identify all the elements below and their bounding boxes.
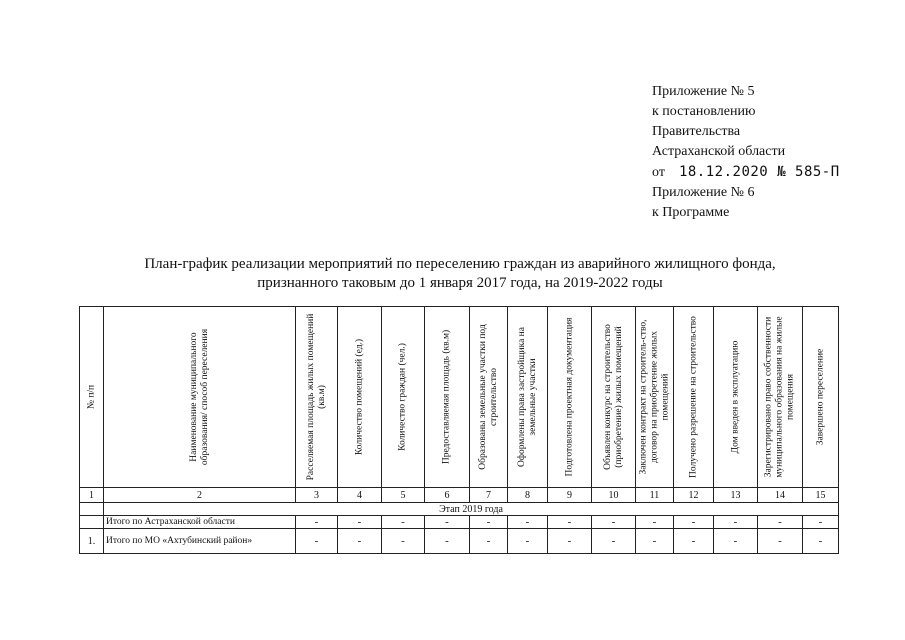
title-line: План-график реализации мероприятий по переселению граждан из аварийного жилищного фонда, [144,256,776,272]
title-line: признанного таковым до 1 января 2017 года, на 2019-2022 годы [257,275,663,291]
column-number: 9 [548,488,592,503]
header-cell [548,307,592,488]
document-title [100,255,820,293]
header-label: Предоставляемая площадь (кв.м) [441,329,452,465]
row-value: - [425,529,470,554]
header-cell [80,307,104,488]
header-label: Количество помещений (ед.) [354,338,364,456]
row-value: - [592,529,636,554]
column-number: 7 [470,488,508,503]
row-value: - [548,516,592,529]
column-number-row [80,488,839,503]
row-value: - [382,516,425,529]
row-value: - [296,516,338,529]
row-value: - [758,529,803,554]
appendix-line: Астраханской области [652,144,786,159]
header-label: Оформлены права застройщика на земельные участки [516,327,538,467]
table-row [80,516,839,529]
schedule-table [79,306,839,554]
appendix-line: Правительства [652,124,741,139]
row-value: - [592,516,636,529]
row-value: - [338,529,382,554]
header-label: Объявлен конкурс на строительство (приобретение) жилых помещений [602,324,624,470]
header-cell [636,307,674,488]
appendix-block [652,82,840,183]
date-stamp: 18.12.2020 № 585-П [678,164,840,180]
column-number: 4 [338,488,382,503]
header-row [80,307,839,488]
header-cell [592,307,636,488]
row-value: - [803,516,839,529]
header-label: Дом введен в эксплуатацию [730,340,740,454]
row-value: - [758,516,803,529]
column-number: 2 [104,488,296,503]
appendix-line: к постановлению [652,104,756,119]
header-label: Заключен контракт на строитель-ство, договор на приобретение жилых помещений [638,319,670,475]
row-value: - [425,516,470,529]
appendix2-line: к Программе [652,205,730,220]
appendix2-line: Приложение № 6 [652,185,755,200]
header-cell [470,307,508,488]
header-cell [803,307,839,488]
column-number: 12 [674,488,714,503]
appendix-line: Приложение № 5 [652,84,755,99]
header-label: Подготовлена проектная документация [564,317,574,477]
row-value: - [508,516,548,529]
appendix2-block [652,183,755,223]
row-value: - [548,529,592,554]
table-row [80,529,839,554]
row-value: - [674,516,714,529]
header-label: Получено разрешение на строительство [688,316,698,478]
row-value: - [470,529,508,554]
row-value: - [338,516,382,529]
row-value: - [636,516,674,529]
row-value: - [714,529,758,554]
column-number: 6 [425,488,470,503]
header-cell [674,307,714,488]
header-cell [425,307,470,488]
stage-label: Этап 2019 года [104,503,839,516]
header-label: Образованы земельные участки под строительство [477,324,499,470]
column-number: 15 [803,488,839,503]
header-cell [382,307,425,488]
column-number: 3 [296,488,338,503]
stage-empty-cell [80,503,104,516]
column-number: 13 [714,488,758,503]
row-index [80,516,104,529]
row-name: Итого по Астраханской области [104,516,296,529]
header-label: Наименование муниципального образования/ способ переселения [188,328,210,466]
header-cell [338,307,382,488]
row-value: - [296,529,338,554]
stage-row [80,503,839,516]
header-cell [296,307,338,488]
row-value: - [382,529,425,554]
appendix-date-line [652,162,840,183]
header-cell [714,307,758,488]
column-number: 5 [382,488,425,503]
column-number: 10 [592,488,636,503]
row-value: - [714,516,758,529]
row-value: - [636,529,674,554]
header-cell [508,307,548,488]
header-label: Зарегистрировано право собственности муниципального образования на жилые помещения [763,316,796,478]
row-value: - [508,529,548,554]
header-label: Количество граждан (чел.) [397,343,408,451]
header-cell [104,307,296,488]
header-label: Расселяемая площадь жилых помещений (кв.м) [305,313,327,481]
header-cell [758,307,803,488]
row-name: Итого по МО «Ахтубинский район» [104,529,296,554]
column-number: 1 [80,488,104,503]
row-value: - [470,516,508,529]
row-index: 1. [80,529,104,554]
column-number: 8 [508,488,548,503]
row-value: - [674,529,714,554]
column-number: 11 [636,488,674,503]
header-label: № п/п [86,384,96,410]
header-label: Завершено переселение [815,348,825,446]
row-value: - [803,529,839,554]
column-number: 14 [758,488,803,503]
date-prefix: от [652,165,665,180]
